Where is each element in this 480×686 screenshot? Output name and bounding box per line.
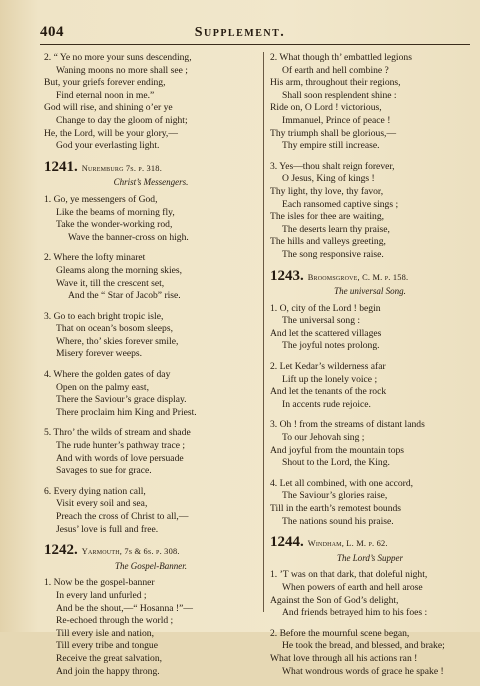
verse-line: He, the Lord, will be your glory,— bbox=[44, 127, 178, 139]
hymn-heading bbox=[270, 536, 470, 551]
left-column bbox=[44, 52, 258, 686]
verse-line: Wave the banner-cross on high. bbox=[68, 231, 189, 243]
verse-line: There the Saviour’s grace display. bbox=[56, 394, 187, 406]
tune-reference: Yarmouth, 7s & 6s. p. 308. bbox=[81, 547, 180, 557]
verse-line: God your everlasting light. bbox=[56, 140, 160, 152]
verse-line: 2. Let Kedar’s wilderness afar bbox=[270, 361, 386, 373]
verse-line: Waning moons no more shall see ; bbox=[56, 64, 188, 76]
tune-reference: Windham, L. M. p. 62. bbox=[307, 539, 388, 549]
verse-line: Against the Son of God’s delight, bbox=[270, 594, 399, 606]
verse-line: That on ocean’s bosom sleeps, bbox=[56, 323, 173, 335]
verse-line: And join the happy throng. bbox=[56, 665, 160, 677]
verse-line: 4. Let all combined, with one accord, bbox=[270, 477, 414, 489]
verse-line: The nations sound his praise. bbox=[282, 515, 394, 527]
verse-line: What love through all his actions ran ! bbox=[270, 652, 418, 664]
verse-line: Lift up the lonely voice ; bbox=[282, 373, 378, 385]
stanza bbox=[270, 419, 470, 469]
verse-line: Thy empire still increase. bbox=[282, 140, 380, 152]
verse-line: Savages to sue for grace. bbox=[56, 465, 152, 477]
verse-line: Of earth and hell combine ? bbox=[282, 64, 389, 76]
verse-line: The deserts learn thy praise, bbox=[282, 223, 390, 235]
hymn-number: 1242. bbox=[44, 542, 78, 559]
verse-line: 1. Go, ye messengers of God, bbox=[44, 193, 158, 205]
verse-line: 5. Thro’ the wilds of stream and shade bbox=[44, 427, 191, 439]
verse-line: Till every isle and nation, bbox=[56, 627, 154, 639]
verse-line: Preach the cross of Christ to all,— bbox=[56, 511, 189, 522]
verse-line: 3. Oh ! from the streams of distant lands bbox=[270, 419, 425, 431]
page-header bbox=[0, 24, 480, 44]
verse-line: 3. Yes—thou shalt reign forever, bbox=[270, 160, 395, 172]
header-rule bbox=[40, 44, 470, 45]
tune-reference: Nuremburg 7s. p. 318. bbox=[81, 163, 162, 173]
verse-line: And joyful from the mountain tops bbox=[270, 444, 405, 456]
verse-line: 1. Now be the gospel-banner bbox=[44, 577, 155, 589]
stanza bbox=[44, 311, 258, 361]
hymn-subtitle: The universal Song. bbox=[334, 286, 406, 297]
verse-line: And be the shout,—“ Hosanna !”— bbox=[56, 602, 193, 614]
verse-line: What wondrous words of grace he spake ! bbox=[282, 665, 444, 677]
verse-line: 2. Before the mournful scene began, bbox=[270, 627, 410, 639]
verse-line: Jesus’ love is full and free. bbox=[56, 523, 159, 535]
page-number: 404 bbox=[40, 24, 64, 40]
verse-line: Open on the palmy east, bbox=[56, 381, 149, 393]
verse-line: And let the scattered villages bbox=[270, 327, 382, 339]
verse-line: The isles for thee are waiting, bbox=[270, 211, 385, 223]
hymn-subtitle: The Gospel-Banner. bbox=[115, 560, 187, 571]
verse-line: Receive the great salvation, bbox=[56, 652, 163, 664]
stanza bbox=[270, 569, 470, 619]
stanza bbox=[270, 628, 470, 678]
verse-line: When powers of earth and hell arose bbox=[282, 581, 423, 593]
hymn-number: 1244. bbox=[270, 534, 304, 551]
verse-line: In accents rude rejoice. bbox=[282, 398, 371, 410]
verse-line: 2. “ Ye no more your suns descending, bbox=[44, 52, 192, 63]
verse-line: Take the wonder-working rod, bbox=[56, 219, 173, 231]
verse-line: 2. What though th’ embattled legions bbox=[270, 52, 412, 63]
verse-line: Till every tribe and tongue bbox=[56, 640, 158, 652]
stanza bbox=[270, 478, 470, 528]
verse-line: The song responsive raise. bbox=[282, 248, 384, 260]
hymn-subtitle: Christ’s Messengers. bbox=[113, 177, 189, 188]
verse-line: And the “ Star of Jacob” rise. bbox=[68, 290, 181, 302]
stanza bbox=[270, 361, 470, 411]
verse-line: And with words of love persuade bbox=[56, 452, 184, 464]
stanza bbox=[44, 252, 258, 302]
verse-line: 4. Where the golden gates of day bbox=[44, 369, 171, 381]
hymn-number: 1241. bbox=[44, 158, 78, 175]
verse-line: In every land unfurled ; bbox=[56, 589, 147, 601]
stanza bbox=[270, 161, 470, 262]
verse-line: And let the tenants of the rock bbox=[270, 386, 387, 398]
verse-line: 2. Where the lofty minaret bbox=[44, 252, 146, 264]
verse-line: Change to day the gloom of night; bbox=[56, 114, 188, 126]
verse-line: His arm, throughout their regions, bbox=[270, 77, 401, 89]
stanza bbox=[44, 194, 258, 244]
verse-line: Ride on, O Lord ! victorious, bbox=[270, 102, 382, 114]
verse-line: To our Jehovah sing ; bbox=[282, 432, 365, 444]
verse-line: 1. ’T was on that dark, that doleful night, bbox=[270, 569, 428, 581]
stanza bbox=[270, 52, 470, 153]
verse-line: God will rise, and shining o’er ye bbox=[44, 102, 173, 114]
stanza bbox=[44, 52, 258, 153]
verse-line: The joyful notes prolong. bbox=[282, 340, 380, 352]
right-column bbox=[270, 52, 470, 686]
verse-line: Immanuel, Prince of peace ! bbox=[282, 114, 391, 126]
hymn-heading bbox=[270, 267, 470, 285]
verse-line: Misery forever weeps. bbox=[56, 348, 143, 360]
tune-reference: Broomsgrove, C. M. p. 158. bbox=[307, 272, 409, 282]
verse-line: Re-echoed through the world ; bbox=[56, 615, 174, 627]
stanza bbox=[270, 303, 470, 353]
verse-line: Each ransomed captive sings ; bbox=[282, 198, 399, 210]
hymn-subtitle: The Lord’s Supper bbox=[336, 552, 403, 563]
hymn-heading bbox=[44, 158, 258, 176]
stanza bbox=[44, 486, 258, 536]
verse-line: 1. O, city of the Lord ! begin bbox=[270, 302, 381, 314]
verse-line: Wave it, till the crescent set, bbox=[56, 277, 165, 289]
verse-line: The Saviour’s glories raise, bbox=[282, 490, 388, 502]
verse-line: Till in the earth’s remotest bounds bbox=[270, 503, 402, 514]
verse-line: Find eternal noon in me.” bbox=[56, 89, 155, 101]
verse-line: There proclaim him King and Priest. bbox=[56, 406, 197, 418]
verse-line: Visit every soil and sea, bbox=[56, 498, 148, 510]
verse-line: Where, tho’ skies forever smile, bbox=[56, 335, 179, 347]
verse-line: 6. Every dying nation call, bbox=[44, 485, 146, 497]
stanza bbox=[44, 369, 258, 419]
verse-line: Shout to the Lord, the King. bbox=[282, 457, 390, 469]
verse-line: The hills and valleys greeting, bbox=[270, 236, 386, 248]
stanza bbox=[44, 577, 258, 678]
hymn-heading bbox=[44, 544, 258, 559]
verse-line: 3. Go to each bright tropic isle, bbox=[44, 310, 164, 322]
verse-line: Thy light, thy love, thy favor, bbox=[270, 185, 384, 197]
hymn-number: 1243. bbox=[270, 267, 304, 284]
verse-line: Gleams along the morning skies, bbox=[56, 264, 183, 276]
verse-line: Shall soon resplendent shine : bbox=[282, 89, 397, 101]
verse-line: The universal song : bbox=[282, 315, 361, 327]
verse-line: He took the bread, and blessed, and brake; bbox=[282, 640, 445, 652]
verse-line: But, your griefs forever ending, bbox=[44, 77, 166, 89]
verse-line: The rude hunter’s pathway trace ; bbox=[56, 440, 186, 452]
verse-line: Like the beams of morning fly, bbox=[56, 206, 175, 218]
column-divider bbox=[263, 52, 264, 612]
verse-line: And friends betrayed him to his foes : bbox=[282, 607, 428, 619]
verse-line: O Jesus, King of kings ! bbox=[282, 173, 375, 185]
stanza bbox=[44, 427, 258, 477]
verse-line: Thy triumph shall be glorious,— bbox=[270, 127, 397, 139]
running-title: Supplement. bbox=[194, 25, 286, 40]
